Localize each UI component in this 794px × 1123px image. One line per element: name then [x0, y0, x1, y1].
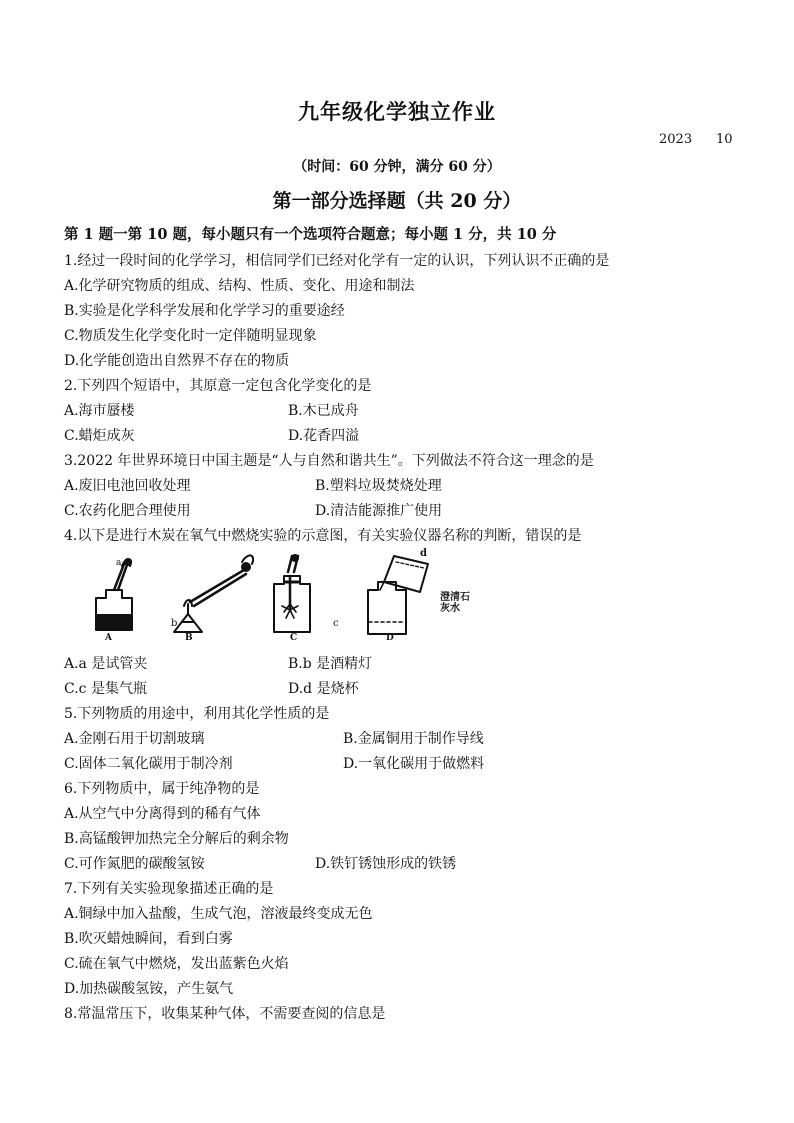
- date-year: 2023: [659, 132, 693, 147]
- question-6-option-d: D.铁钉锈蚀形成的铁锈: [315, 856, 457, 872]
- question-5-stem: 5.下列物质的用途中，利用其化学性质的是: [64, 706, 330, 722]
- figure-limewater-label: 澄清石 灰水: [440, 592, 470, 614]
- question-5-option-d: D.一氧化碳用于做燃料: [343, 756, 485, 772]
- question-7-option-b: B.吹灭蜡烛瞬间，看到白雾: [64, 931, 233, 947]
- question-1-stem: 1.经过一段时间的化学学习，相信同学们已经对化学有一定的认识，下列认识不正确的是: [64, 253, 610, 269]
- question-4-stem: 4.以下是进行木炭在氧气中燃烧实验的示意图，有关实验仪器名称的判断，错误的是: [64, 528, 582, 544]
- question-7-option-d: D.加热碳酸氢铵，产生氨气: [64, 981, 234, 997]
- section-instructions: 第 1 题一第 10 题，每小题只有一个选项符合题意；每小题 1 分，共 10 分: [64, 226, 557, 243]
- question-1-option-c: C.物质发生化学变化时一定伴随明显现象: [64, 328, 317, 344]
- question-6-option-c: C.可作氮肥的碳酸氢铵: [64, 856, 205, 872]
- figure-step-label-d: D: [386, 633, 394, 643]
- step-a-drawing: [96, 558, 132, 630]
- step-c-drawing: [274, 554, 310, 632]
- step-d-drawing: [368, 556, 428, 634]
- figure-pointer-c: c: [333, 618, 339, 629]
- date-month: 10: [716, 132, 733, 147]
- question-5-option-b: B.金属铜用于制作导线: [343, 731, 484, 747]
- figure-pointer-d: d: [420, 548, 427, 559]
- question-3-option-d: D.清洁能源推广使用: [315, 503, 443, 519]
- question-3-option-b: B.塑料垃圾焚烧处理: [315, 478, 442, 494]
- question-3-stem: 3.2022 年世界环境日中国主题是“人与自然和谐共生”。下列做法不符合这一理念的是: [64, 453, 594, 469]
- question-3-option-a: A.废旧电池回收处理: [64, 478, 191, 494]
- question-5-option-c: C.固体二氧化碳用于制冷剂: [64, 756, 233, 772]
- question-4-option-c: C.c 是集气瓶: [64, 681, 147, 697]
- question-7-stem: 7.下列有关实验现象描述正确的是: [64, 881, 274, 897]
- question-2-option-a: A.海市蜃楼: [64, 403, 135, 419]
- question-6-option-a: A.从空气中分离得到的稀有气体: [64, 806, 261, 822]
- question-6-option-b: B.高锰酸钾加热完全分解后的剩余物: [64, 831, 289, 847]
- figure-pointer-a: a: [116, 558, 122, 568]
- question-6-stem: 6.下列物质中，属于纯净物的是: [64, 781, 260, 797]
- question-4-option-a: A.a 是试管夹: [64, 656, 148, 672]
- question-7-option-c: C.硫在氧气中燃烧，发出蓝紫色火焰: [64, 956, 289, 972]
- question-2-stem: 2.下列四个短语中，其原意一定包含化学变化的是: [64, 378, 372, 394]
- experiment-figure: [78, 552, 458, 644]
- question-1-option-a: A.化学研究物质的组成、结构、性质、变化、用途和制法: [64, 278, 415, 294]
- figure-step-label-c: C: [290, 633, 298, 643]
- question-2-option-b: B.木已成舟: [288, 403, 359, 419]
- figure-step-label-a: A: [105, 633, 112, 643]
- figure-step-label-b: B: [185, 633, 193, 643]
- question-3-option-c: C.农药化肥合理使用: [64, 503, 191, 519]
- question-2-option-c: C.蜡炬成灰: [64, 428, 135, 444]
- question-7-option-a: A.铜绿中加入盐酸，生成气泡，溶液最终变成无色: [64, 906, 373, 922]
- step-b-drawing: [174, 555, 253, 632]
- question-1-option-d: D.化学能创造出自然界不存在的物质: [64, 353, 290, 369]
- question-1-option-b: B.实验是化学科学发展和化学学习的重要途经: [64, 303, 345, 319]
- part-title: 第一部分选择题（共 20 分）: [272, 190, 522, 212]
- document-title: 九年级化学独立作业: [298, 99, 496, 124]
- figure-pointer-b: b: [171, 618, 178, 629]
- question-2-option-d: D.花香四溢: [288, 428, 360, 444]
- question-8-stem: 8.常温常压下，收集某种气体，不需要查阅的信息是: [64, 1006, 386, 1022]
- question-4-option-d: D.d 是烧杯: [288, 681, 359, 697]
- question-4-option-b: B.b 是酒精灯: [288, 656, 373, 672]
- question-5-option-a: A.金刚石用于切割玻璃: [64, 731, 205, 747]
- time-note: （时间：60 分钟，满分 60 分）: [293, 159, 501, 175]
